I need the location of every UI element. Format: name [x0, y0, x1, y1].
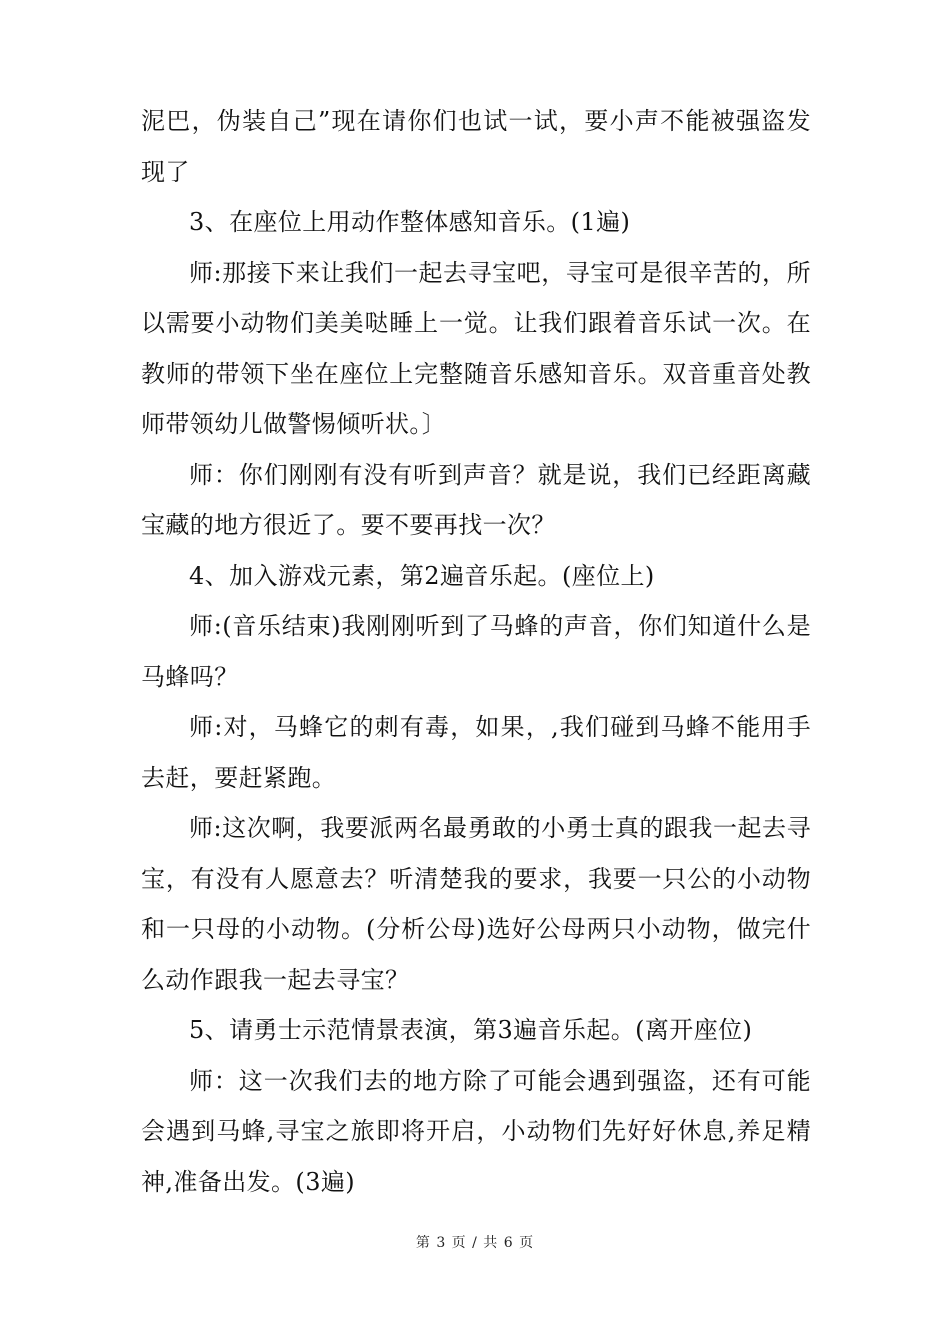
paragraph: 3、在座位上用动作整体感知音乐。(1遍): [189, 208, 631, 236]
paragraph: 泥巴，伪装自己”现在请你们也试一试，要小声不能被强盗发现了: [141, 107, 811, 186]
document-body: [141, 96, 811, 1207]
paragraph: 师:那接下来让我们一起去寻宝吧，寻宝可是很辛苦的，所以需要小动物们美美哒睡上一觉。让我们跟着音乐试一次。在教师的带领下坐在座位上完整随音乐感知音乐。双音重音处教师带领幼儿做警惕倾听状。〕: [141, 258, 811, 438]
paragraph: 4、加入游戏元素，第2遍音乐起。(座位上): [189, 561, 655, 590]
paragraph: 师:(音乐结束)我刚刚听到了马蜂的声音，你们知道什么是马蜂吗？: [141, 612, 811, 691]
paragraph: 师:对，马蜂它的刺有毒，如果，,我们碰到马蜂不能用手去赶，要赶紧跑。: [141, 713, 811, 792]
paragraph: 师：你们刚刚有没有听到声音？就是说，我们已经距离藏宝藏的地方很近了。要不要再找一次？: [141, 460, 811, 539]
paragraph: 师:这次啊，我要派两名最勇敢的小勇士真的跟我一起去寻宝，有没有人愿意去？听清楚我的要求，我要一只公的小动物和一只母的小动物。(分析公母)选好公母两只小动物，做完什么动作跟我一起去寻宝？: [141, 814, 811, 994]
paragraph: 5、请勇士示范情景表演，第3遍音乐起。(离开座位): [189, 1016, 753, 1044]
paragraph: 师：这一次我们去的地方除了可能会遇到强盗，还有可能会遇到马蜂,寻宝之旅即将开启，小动物们先好好休息,养足精神,准备出发。(3遍): [141, 1066, 811, 1196]
page-number-footer: 第 3 页 / 共 6 页: [415, 1235, 535, 1251]
